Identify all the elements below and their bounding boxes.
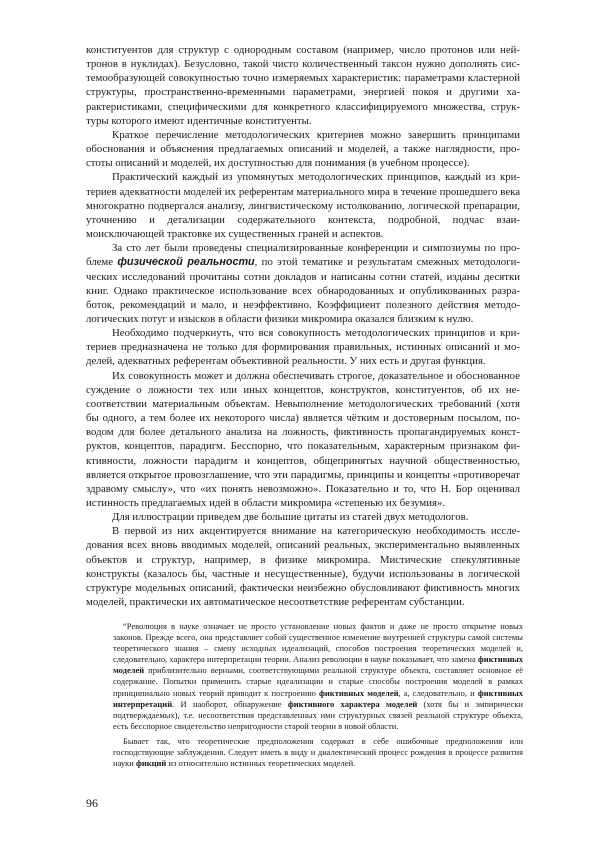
paragraph-1: конституентов для структур с однородным составом (например, число протонов или нейтронов в нуклидах). Безусловно, такой чисто количественный таксон нужно дополнять системообразующей совокупностью точно измеряемых характеристик: параметрами кластерной структуры, пространственно-временными параметрами, энергией покоя и другими характеристиками, специфическими для конкретного классифицируемого множества, структуры которого имеют идентичные конституенты.: [86, 44, 520, 127]
quote-paragraph-1: [113, 621, 523, 732]
main-text: [86, 43, 520, 609]
paragraph-4-start: За сто лет были проведены специализированные конференции и симпозиумы по проблеме: [86, 242, 520, 269]
quote-bold: фикций: [135, 758, 167, 769]
quote-text: (хотя бы и эмпирически подтверждаемых), т.е. несоответствия представленных ими структурных связей реальной структуре объекта, есть бесспорное свидетельство непригодности старой теории в новой области.: [113, 698, 523, 731]
quote-bold: фиктивного характера моделей: [287, 698, 418, 709]
quote-text: Бывает так, что теоретические предположения содержат в себе ошибочные предположения или господствующие заблуждения. Следует иметь в виду и диалектический процесс рождения в процессе развития науки: [113, 735, 523, 769]
emphasis-physical-reality: физической реальности: [117, 256, 255, 269]
quote-bold: фиктивных моделей: [113, 654, 523, 676]
quote-text: “Революция в науке означает не просто установление новых фактов и даже не просто открытие новых законов. Прежде всего, она представляет собой существенное изменение внутренней структуры самой системы теоретического знания – смену исходных идеализаций, способов построения теоретических моделей и, следовательно, характера интерпретации теории. Анализ революции в науке показывает, что замена: [113, 621, 523, 665]
quote-text: приблизительно верными, соответствующими реальной структуре объекта, составляет основное её содержание. Попытки применить старые идеализации и старые способы построения моделей в рамках принципиально новых теорий приводит к построению: [113, 665, 523, 698]
paragraph-7: Для иллюстрации приведем две большие цитаты из статей двух методологов.: [112, 511, 469, 524]
quote-paragraph-2: [113, 736, 523, 769]
page-number: 96: [86, 796, 98, 810]
quote-text: . И наоборот, обнаружение: [172, 698, 288, 709]
paragraph-4: [86, 241, 520, 326]
quote-bold: фиктивных интерпретаций: [113, 687, 523, 709]
block-quote: [113, 621, 523, 769]
paragraph-6: Их совокупность может и должна обеспечивать строгое, доказательное и обоснованное суждение о ложности тех или иных концептов, конструктов, конституентов, об их несоответствии материальным объектам. Невыполнение методологических требований (хотя бы одного, а тем более их некоторого числа) является чётким и достоверным посылом, поводом для более детального анализа на ложность, фиктивность пропагандируемых конструктов, концептов, парадигм. Бесспорно, что показательным, характерным признаком фиктивности, ложности парадигм и концептов, общепринятых научной общественностью, является открытое провозглашение, что эти парадигмы, принципы и концепты «противоречат здравому смыслу», что «их понять невозможно». Показательно и то, что Н. Бор оценивал истинность предлагаемых идей в области микромира «степенью их безумия».: [86, 369, 520, 509]
paragraph-4-end: , по этой тематике и результатам смежных методологических исследований прочитаны сотни докладов и написаны сотни статей, изданы десятки книг. Однако практическое использование всех обнародованных и опубликованных разработок, рекомендаций и мало, и неэффективно. Коэффициент полезного действия методологических потуг и изысков в области физики микромира оказался близким к нулю.: [86, 256, 520, 325]
quote-text: из относительно истинных теоретических моделей.: [166, 758, 356, 769]
paragraph-5: Необходимо подчеркнуть, что вся совокупность методологических принципов и критериев предназначена не только для формирования правильных, истинных описаний и моделей, адекватных референтам объективной реальности. У них есть и другая функция.: [86, 327, 520, 368]
paragraph-3: Практический каждый из упомянутых методологических принципов, каждый из критериев адекватности моделей их референтам материального мира в течение прошедшего века многократно подвергался анализу, лингвистическому истолкованию, логической препарации, уточнению и детализации содержательного контекста, подробной, подчас взаимоисключающей трактовке их существенных граней и аспектов.: [86, 171, 520, 241]
quote-bold: фиктивных моделей: [319, 687, 399, 698]
paragraph-2: Краткое перечисление методологических критериев можно завершить принципами обоснования и объяснения предлагаемых описаний и моделей, а также наглядности, простоты описаний и моделей, их доступностью для понимания (в учебном процессе).: [86, 128, 520, 170]
quote-text: , а, следовательно, и: [398, 687, 478, 698]
paragraph-8: В первой из них акцентируется внимание на категорическую необходимость исследования всех вновь вводимых моделей, описаний реальных, экспериментально выявленных объектов и структур, например, в физике микромира. Мистические спекулятивные конструкты (казалось бы, частные и несущественные), будучи использованы в логической структуре модельных описаний, фактически неизбежно обусловливают фиктивность многих моделей, практически их автоматическое несоответствие референтам субстанции.: [86, 525, 520, 609]
